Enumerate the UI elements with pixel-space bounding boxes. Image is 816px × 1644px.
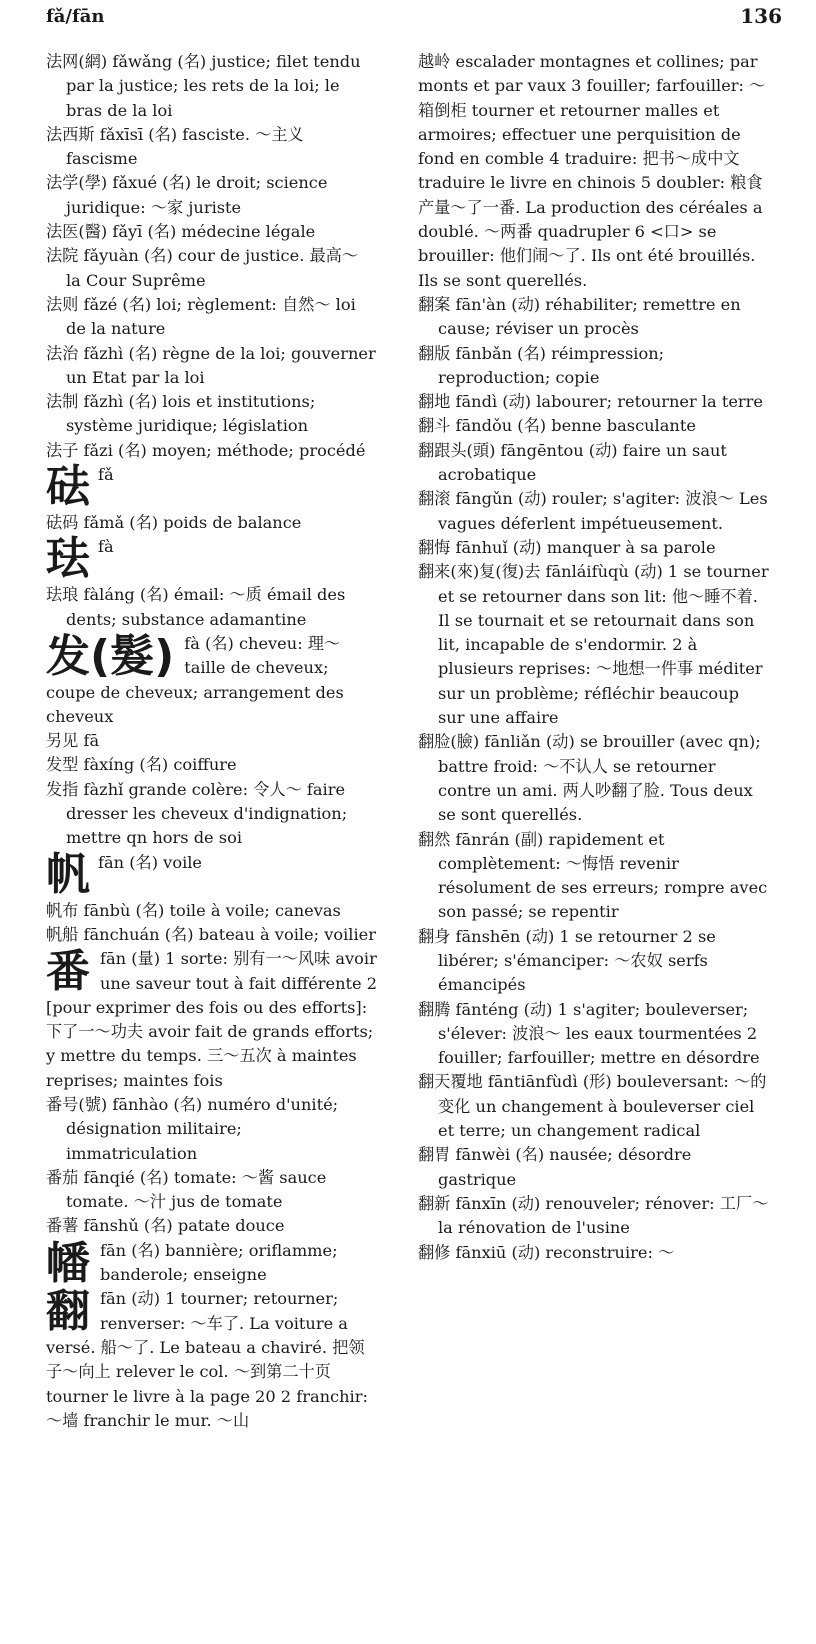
right-column [418, 50, 770, 1265]
headword-definition: fān (量) 1 sorte: 别有一～风味 avoir une saveur tout à fait différente 2 [pour exprimer des fois ou des efforts]: 下了一～功夫 avoir fait de grands efforts; y mettre du temps. 三～五次 à maintes reprises; maintes fois [46, 949, 378, 1090]
entry: 翻悔 fānhuǐ (动) manquer à sa parole [418, 537, 716, 557]
left-column [46, 50, 378, 1433]
headword-char: 翻 [46, 1286, 90, 1338]
headword-definition: fān (名) voile [98, 852, 203, 872]
headword-definition: fān (名) bannière; oriflamme; banderole; enseigne [100, 1240, 338, 1285]
entry: 翻然 fānrán (副) rapidement et complètement: ～悔悟 revenir résolument de ses erreurs; rompre avec son passé; se repentir [418, 829, 768, 922]
entry: 翻腾 fānténg (动) 1 s'agiter; bouleverser; s'élever: 波浪～ les eaux tourmentées 2 fouiller; farfouiller; mettre en désordre [418, 999, 760, 1068]
entry: 翻案 fān'àn (动) réhabiliter; remettre en cause; réviser un procès [418, 294, 741, 339]
page-header [46, 4, 782, 30]
headword-char: 珐 [46, 533, 90, 585]
entry: 帆船 fānchuán (名) bateau à voile; voilier [46, 924, 376, 944]
headword-pinyin: fǎ [98, 465, 114, 485]
entry: 翻滚 fāngǔn (动) rouler; s'agiter: 波浪～ Les vagues déferlent impétueusement. [418, 489, 768, 533]
headword-char: 幡 [46, 1237, 90, 1289]
entry: 帆布 fānbù (名) toile à voile; canevas [46, 900, 341, 920]
running-head: fǎ/fān [46, 6, 105, 27]
entry: 番茄 fānqié (名) tomate: ～酱 sauce tomate. ～汁 jus de tomate [46, 1167, 327, 1212]
headword-char: 帆 [46, 848, 90, 900]
headword-block [46, 848, 378, 900]
entry: 法西斯 fǎxīsī (名) fasciste. ～主义 fascisme [46, 124, 304, 169]
headword-block [46, 1287, 378, 1433]
entry: 法则 fǎzé (名) loi; règlement: 自然～ loi de la nature [46, 294, 356, 339]
entry: 法学(學) fǎxué (名) le droit; science juridique: ～家 juriste [46, 173, 328, 217]
entry: 番号(號) fānhào (名) numéro d'unité; désignation militaire; immatriculation [46, 1094, 339, 1163]
entry: 发指 fàzhǐ grande colère: 令人～ faire dresser les cheveux d'indignation; mettre qn hors de soi [46, 779, 348, 848]
entry: 法制 fǎzhì (名) lois et institutions; système juridique; législation [46, 392, 316, 436]
headword-pinyin: fà [98, 537, 114, 557]
entry: 翻脸(臉) fānliǎn (动) se brouiller (avec qn); battre froid: ～不认人 se retourner contre un ami. 两人吵翻了脸. Tous deux se sont querellés. [418, 732, 761, 825]
entry-continuation: 越岭 escalader montagnes et collines; par monts et par vaux 3 fouiller; farfouiller: ～箱倒柜 tourner et retourner malles et armoires; effectuer une perquisition de fond en comble 4 traduire: 把书～成中文 traduire le livre en chinois 5 doubler: 粮食产量～了一番. La production des céréales a doublé. ～两番 quadrupler 6 <口> se brouiller: 他们闹～了. Ils ont été brouillés. Ils se sont querellés. [418, 52, 766, 290]
entry: 法子 fǎzi (名) moyen; méthode; procédé [46, 440, 366, 460]
entry: 发型 fàxíng (名) coiffure [46, 755, 237, 775]
entry: 翻新 fānxīn (动) renouveler; rénover: 工厂～ la rénovation de l'usine [418, 1193, 769, 1238]
headword-definition: fà (名) cheveu: 理～ taille de cheveux; coupe de cheveux; arrangement des cheveux [46, 633, 344, 726]
entry: 法治 fǎzhì (名) règne de la loi; gouverner un Etat par la loi [46, 343, 376, 387]
entry: 砝码 fǎmǎ (名) poids de balance [46, 513, 302, 533]
entry: 翻地 fāndì (动) labourer; retourner la terre [418, 392, 763, 412]
entry: 翻版 fānbǎn (名) réimpression; reproduction; copie [418, 343, 665, 387]
headword-block [46, 463, 378, 511]
entry: 翻胃 fānwèi (名) nausée; désordre gastrique [418, 1145, 692, 1189]
entry: 翻身 fānshēn (动) 1 se retourner 2 se libérer; s'émanciper: ～农奴 serfs émancipés [418, 926, 716, 995]
entry: 翻跟头(頭) fāngēntou (动) faire un saut acrobatique [418, 440, 727, 485]
headword-block [46, 535, 378, 583]
cross-reference: 另见 fā [46, 731, 100, 751]
entry: 法医(醫) fǎyī (名) médecine légale [46, 222, 316, 242]
headword-char: 砝 [46, 461, 90, 513]
entry: 法院 fǎyuàn (名) cour de justice. 最高～ la Cour Suprême [46, 246, 359, 290]
entry: 翻斗 fāndǒu (名) benne basculante [418, 416, 696, 436]
entry: 翻修 fānxiū (动) reconstruire: ～ [418, 1242, 675, 1262]
headword-block [46, 947, 378, 1093]
headword-block [46, 1239, 378, 1288]
headword-char: 番 [46, 946, 90, 998]
entry: 珐琅 fàláng (名) émail: ～质 émail des dents; substance adamantine [46, 585, 346, 629]
headword-char: 发(髮) [46, 630, 175, 682]
entry: 翻天覆地 fāntiānfùdì (形) bouleversant: ～的变化 un changement à bouleverser ciel et terre; un changement radical [418, 1072, 767, 1141]
entry: 法网(網) fǎwǎng (名) justice; filet tendu par la justice; les rets de la loi; le bras de la loi [46, 52, 361, 120]
entry: 番薯 fānshǔ (名) patate douce [46, 1216, 285, 1236]
headword-definition: fān (动) 1 tourner; retourner; renverser: ～车了. La voiture a versé. 船～了. Le bateau a chaviré. 把领子～向上 relever le col. ～到第二十页 tourner le livre à la page 20 2 franchir: ～墙 franchir le mur. ～山 [46, 1289, 368, 1430]
entry: 翻来(來)复(復)去 fānláifùqù (动) 1 se tourner et se retourner dans son lit: 他～睡不着. Il se tournait et se retournait dans son lit, incapable de s'endormir. 2 à plusieurs reprises: ～地想一件事 méditer sur un problème; réfléchir beaucoup sur une affaire [418, 562, 769, 728]
headword-block [46, 632, 378, 729]
page-number: 136 [740, 4, 782, 28]
